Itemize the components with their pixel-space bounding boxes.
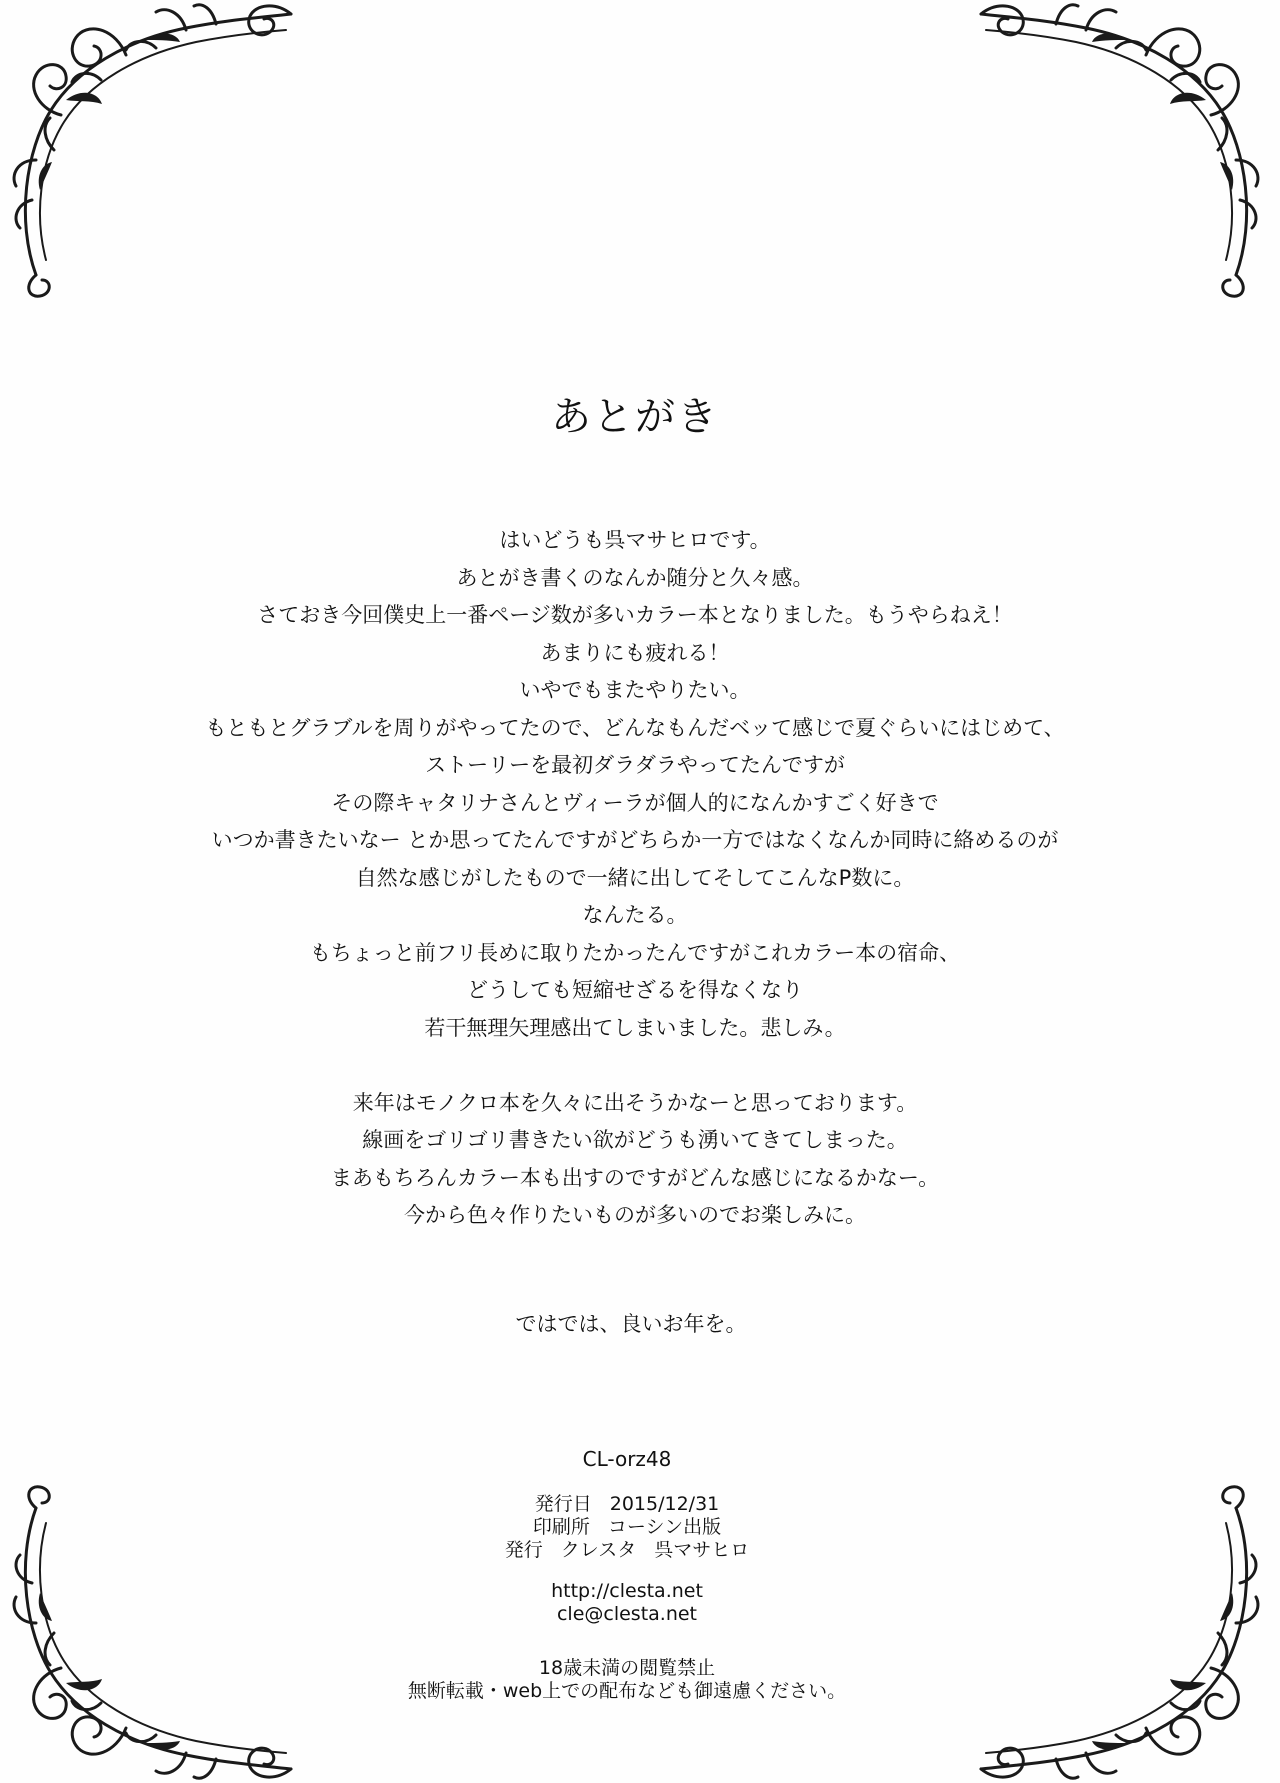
body-line: 線画をゴリゴリ書きたい欲がどうも湧いてきてしまった。 <box>362 1128 908 1152</box>
corner-ornament-top-right <box>966 0 1266 300</box>
body-line: さておき今回僕史上一番ページ数が多いカラー本となりました。もうやらねえ！ <box>257 603 1013 627</box>
body-line: いやでもまたやりたい。 <box>519 678 751 702</box>
printer-row <box>0 1516 1254 1539</box>
body-line: どうしても短縮せざるを得なくなり <box>467 978 803 1002</box>
publisher-label: 発行 <box>504 1539 543 1561</box>
printer-label: 印刷所 <box>532 1516 590 1538</box>
author-name: 呉マサヒロ <box>654 1539 750 1561</box>
website-link: http://clesta.net <box>551 1580 703 1602</box>
body-line: 今から色々作りたいものが多いのでお楽しみに。 <box>404 1203 866 1227</box>
afterword-body <box>0 522 1270 1235</box>
body-line: ストーリーを最初ダラダラやってたんですが <box>425 753 845 777</box>
body-line: はいどうも呉マサヒロです。 <box>499 528 771 552</box>
body-line: 来年はモノクロ本を久々に出そうかなーと思っております。 <box>352 1090 918 1115</box>
contacts <box>0 1580 1254 1626</box>
publish-date-label: 発行日 <box>534 1493 592 1515</box>
body-line: 若干無理矢理感出てしまいました。悲しみ。 <box>424 1015 846 1040</box>
circle-name: クレスタ <box>560 1539 637 1561</box>
printer-name: コーシン出版 <box>607 1516 722 1538</box>
body-line: もともとグラブルを周りがやってたので、どんなもんだベッて感じで夏ぐらいにはじめて、 <box>205 715 1065 740</box>
colophon <box>0 1448 1254 1703</box>
page-title: あとがき <box>551 394 719 440</box>
corner-ornament-top-left <box>6 0 306 300</box>
body-line: まあもちろんカラー本も出すのですがどんな感じになるかなー。 <box>330 1165 940 1190</box>
publish-date-row <box>0 1493 1254 1516</box>
publish-date: 2015/12/31 <box>609 1493 720 1515</box>
body-line: あまりにも疲れる！ <box>540 640 730 665</box>
scroll-flourish-icon <box>6 0 306 300</box>
body-line: もちょっと前フリ長めに取りたかったんですがこれカラー本の宿命、 <box>309 940 961 965</box>
publisher-row <box>0 1539 1254 1562</box>
body-line: あとがき書くのなんか随分と久々感。 <box>456 565 814 590</box>
circle-code: CL-orz48 <box>582 1447 672 1471</box>
body-line: いつか書きたいなー とか思ってたんですがどちらか一方ではなくなんか同時に絡めるのが <box>211 828 1059 852</box>
notices <box>0 1657 1254 1703</box>
closing-line: ではでは、良いお年を。 <box>515 1312 747 1336</box>
body-line: その際キャタリナさんとヴィーラが個人的になんかすごく好きで <box>331 790 939 815</box>
body-line: 自然な感じがしたもので一緒に出してそしてこんなP数に。 <box>355 865 915 890</box>
copy-notice: 無断転載・web上での配布なども御遠慮ください。 <box>407 1680 847 1702</box>
paragraph-gap <box>0 1047 1270 1085</box>
body-line: なんたる。 <box>582 903 688 927</box>
age-notice: 18歳未満の閲覧禁止 <box>538 1657 716 1679</box>
scroll-flourish-icon <box>966 0 1266 300</box>
email-address: cle@clesta.net <box>556 1603 698 1625</box>
